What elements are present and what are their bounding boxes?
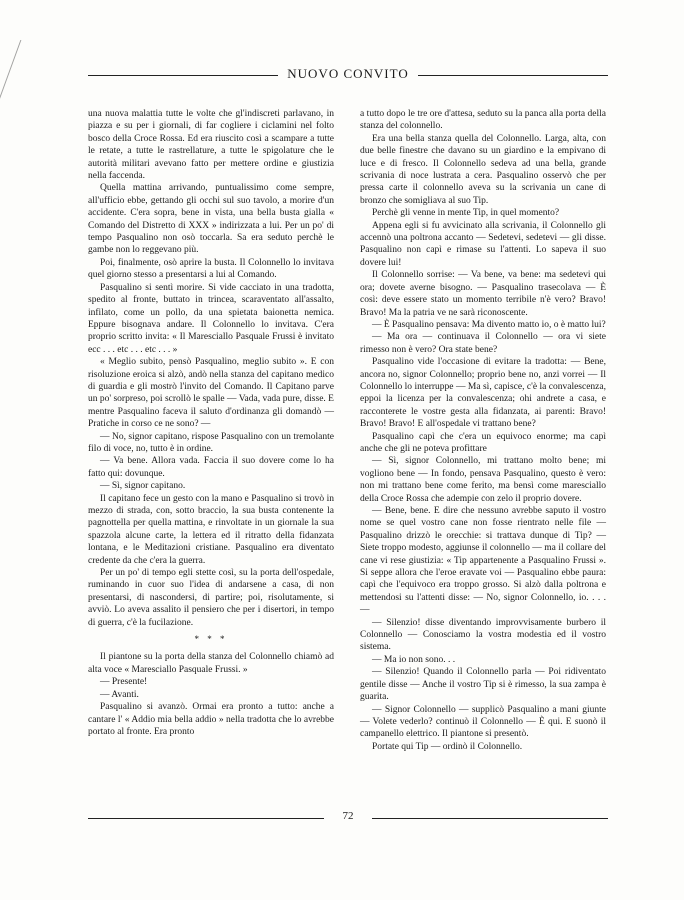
paragraph: Era una bella stanza quella del Colonnello. Larga, alta, con due belle finestre che davano su un giardino e la empivano di luce e di fresco. Il Colonnello sedeva ad una bella, grande scrivania di noce lustrata a cera. Pasqualino osservò che per pressa carte il colonnello aveva su la scrivania un cane di bronzo che somigliava al suo Tip. — [360, 133, 606, 206]
paragraph: Il piantone su la porta della stanza del Colonnello chiamò ad alta voce « Maresciallo Pasquale Frussi. » — [88, 652, 334, 675]
paragraph: Poi, finalmente, osò aprire la busta. Il Colonnello lo invitava quel giorno stesso a presentarsi a lui al Comando. — [88, 257, 334, 281]
page-footer — [88, 808, 608, 828]
paragraph: a tutto dopo le tre ore d'attesa, seduto su la panca alla porta della stanza del colonnello. — [360, 109, 606, 132]
paragraph: — Va bene. Allora vada. Faccia il suo dovere come lo ha fatto qui: dovunque. — [88, 456, 334, 479]
paragraph: Portate qui Tip — ordinò il Colonnello. — [372, 741, 523, 752]
paragraph: — Signor Colonnello — supplicò Pasqualino a mani giunte — Volete vederlo? continuò il Colonnello — È qui. E suonò il campanello elettrico. Il piantone si presentò. — [360, 704, 606, 740]
paragraph: — Bene, bene. E dire che nessuno avrebbe saputo il vostro nome se quel vostro cane non fosse rientrato nelle file — Pasqualino drizzò le orecchie: si trattava dunque di Tip? — Siete troppo modesto, aggiunse il colonnello — ma il collare del cane vi rese giustizia: « Tip appartenente a Pasqualino Frussi ». Si seppe allora che l'eroe eravate voi — Pasqualino ebbe paura: capì che l'equivoco era troppo grosso. Si alzò dalla poltrona e mettendosi su l'attenti disse: — No, signor Colonnello, io. . . . — — [360, 506, 606, 616]
footer-rule-right — [372, 818, 608, 819]
paragraph: — È Pasqualino pensava: Ma divento matto io, o è matto lui? — [372, 319, 606, 330]
paragraph: Per un po' di tempo egli stette così, su la porta dell'ospedale, ruminando in cuor suo l'idea di andarsene a casa, di non presentarsi, di nascondersi, di partire; poi, risolutamente, si avviò. Lo aveva assalito il pensiero che per i disertori, in tempo di guerra, c'è la fucilazione. — [88, 568, 334, 628]
section-separator: * * * — [194, 634, 228, 645]
page-number: 72 — [342, 810, 354, 822]
paragraph: Perchè gli venne in mente Tip, in quel momento? — [372, 208, 560, 219]
header-title: NUOVO CONVITO — [287, 66, 409, 81]
paragraph: Il Colonnello sorrise: — Va bene, va bene: ma sedetevi qui ora; dovete averne bisogno. — Pasqualino trasecolava — È così: deve essere stato un momento terribile n'è vero? Bravo! Bravo! Ma la patria ve ne sarà riconoscente. — [360, 270, 606, 318]
paragraph: — Ma io non sono. . . — [372, 654, 456, 665]
left-column — [88, 108, 334, 738]
paragraph: — No, signor capitano, rispose Pasqualino con un tremolante filo di voce, no, tutto è in ordine. — [88, 431, 334, 454]
header-rule-right — [418, 75, 608, 76]
paragraph: Pasqualino capì che c'era un equivoco enorme; ma capì anche che gli ne poteva profittare — [360, 431, 606, 454]
paragraph: — Sì, signor Colonnello, mi trattano molto bene; mi vogliono bene — In fondo, pensava Pasqualino, questo è vero: non mi trattano bene come ferito, ma bensì come maresciallo della Croce Rossa che adempie con zelo il proprio dovere. — [360, 456, 606, 504]
paragraph: — Sì, signor capitano. — [100, 481, 186, 492]
paragraph: Pasqualino si sentì morire. Si vide cacciato in una tradotta, spedito al fronte, buttato in trincea, scaraventato all'assalto, infilato, come un pollo, da una spietata baionetta nemica. Eppure bisognava andare. Il Colonnello lo invitava. C'era proprio scritto invita: « Il Maresciallo Pasquale Frussi è invitato ecc . . . etc . . . etc . . . » — [88, 282, 334, 355]
scan-edge-mark — [0, 40, 61, 130]
paragraph: — Ma ora — continuava il Colonnello — ora vi siete rimesso non è vero? Ora state bene? — [360, 332, 606, 355]
right-column — [360, 108, 606, 753]
paragraph: « Meglio subito, pensò Pasqualino, meglio subito ». E con risoluzione eroica si alzò, andò nella stanza del capitano medico di guardia e gli mostrò l'invito del Comando. Il Capitano parve un po' sorpreso, poi scrollò le spalle — Vada, vada pure, disse. E mentre Pasqualino faceva il saluto d'ordinanza gli domandò — Pratiche in corso ce ne sono? — — [88, 357, 334, 430]
paragraph: Pasqualino vide l'occasione di evitare la tradotta: — Bene, ancora no, signor Colonnello; proprio bene no, anzi vorrei — Il Colonnello lo interruppe — Ma sì, capisce, c'è la convalescenza, eppoi la licenza per la convalescenza; ohi andrete a casa, e racconterete le vostre gesta alla fidanzata, ai parenti: Bravo! Bravo! Bravo! E all'ospedale vi trattano bene? — [360, 357, 606, 430]
paragraph: Pasqualino si avanzò. Ormai era pronto a tutto: anche a cantare l' « Addio mia bella addio » nella tradotta che lo avrebbe portato al fronte. Era pronto — [88, 702, 334, 737]
paragraph: — Silenzio! Quando il Colonnello parla — Poi ridiventato gentile disse — Anche il vostro Tip si è rimesso, la sua zampa è guarita. — [360, 667, 606, 703]
paragraph: Il capitano fece un gesto con la mano e Pasqualino si trovò in mezzo di strada, con, sotto braccio, la sua busta contenente la pagnottella per quella mattina, e rinvoltate in un giornale la sua spazzola alcune carte, la lettera ed il ritratto della fidanzata lontana, e le Meditazioni cristiane. Pasqualino era diventato credente da che c'era la guerra. — [88, 493, 334, 566]
paragraph: una nuova malattia tutte le volte che gl'indiscreti parlavano, in piazza e su per i giornali, di far cogliere i ciclamini nel folto bosco della Croce Rossa. Ed era riuscito così a scampare a tutte le retate, a tutte le rastrellature, a tutte le spigolature che le autorità militari avevano fatto per mettere ordine e giustizia nella faccenda. — [88, 109, 334, 182]
paragraph: — Presente! — [100, 677, 148, 688]
paragraph: Quella mattina arrivando, puntualissimo come sempre, all'ufficio ebbe, gettando gli occhi sul suo tavolo, a morire d'un accidente. C'era sopra, bene in vista, una bella busta gialla « Comando del Distretto di XXX » indirizzata a lui. Per un po' di tempo Pasqualino non osò toccarla. Sa era seduto perchè le gambe non lo reggevano più. — [88, 183, 334, 256]
paragraph: — Avanti. — [100, 689, 139, 700]
paragraph: Appena egli si fu avvicinato alla scrivania, il Colonnello gli accennò una poltrona accanto — Sedetevi, sedetevi — gli disse. Pasqualino non capì e rimase su l'attenti. Lo sapeva il suo dovere lui! — [360, 220, 606, 268]
running-header — [88, 64, 608, 86]
paragraph: — Silenzio! disse diventando improvvisamente burbero il Colonnello — Conosciamo la vostra modestia ed il vostro sistema. — [360, 617, 606, 653]
